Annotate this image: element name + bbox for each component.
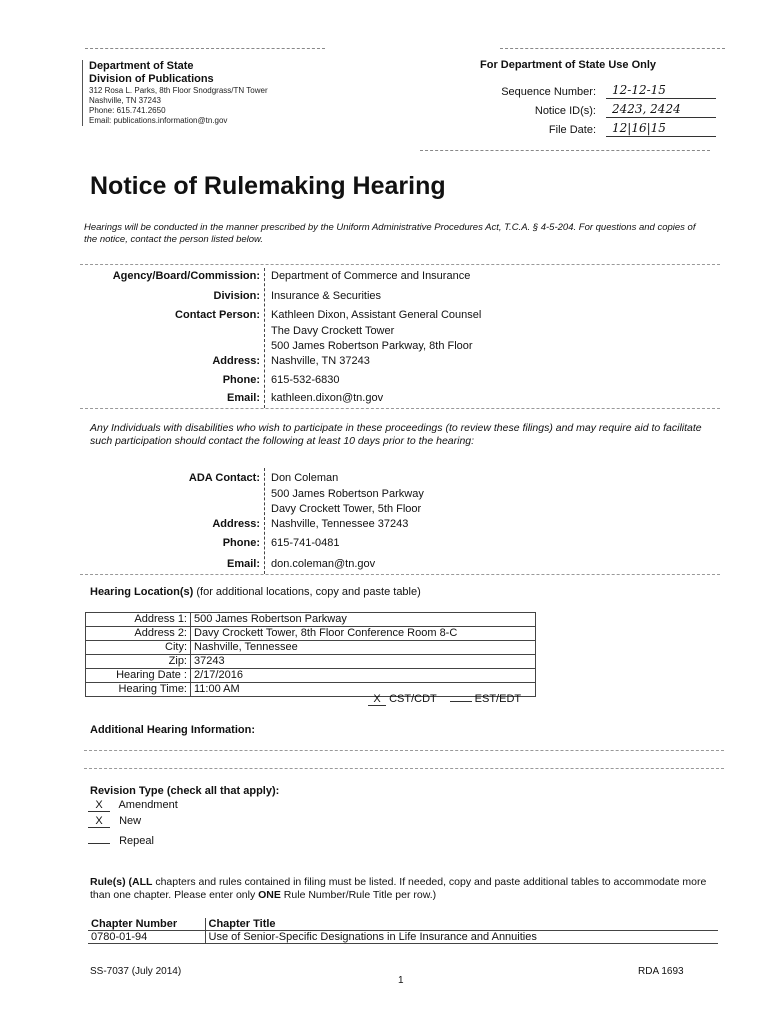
rules-intro-d: ONE [258, 889, 281, 901]
scan-artifact [85, 48, 325, 49]
hearing-address1-value: 500 James Robertson Parkway [191, 613, 536, 627]
rda-number: RDA 1693 [638, 966, 684, 977]
hearing-city-label: City: [86, 641, 191, 655]
email-row [80, 390, 260, 406]
hearing-date-value: 2/17/2016 [191, 669, 536, 683]
ada-address-line2: 500 James Robertson Parkway [271, 488, 424, 500]
scan-artifact [420, 150, 710, 151]
chapter-number-cell: 0780-01-94 [88, 931, 205, 944]
ada-address-line3: Davy Crockett Tower, 5th Floor [271, 503, 422, 515]
file-date-row [476, 121, 726, 140]
ada-phone-value: 615-741-0481 [271, 537, 340, 549]
phone-row [80, 372, 260, 388]
phone-label: Phone: [222, 374, 260, 386]
division-label: Division: [213, 290, 260, 302]
contact-value: Kathleen Dixon, Assistant General Counsel [271, 309, 482, 321]
section-divider [84, 750, 724, 751]
chapter-title-header: Chapter Title [205, 918, 718, 931]
email-label: Email: [226, 392, 260, 404]
table-row [86, 613, 536, 627]
additional-hearing-title: Additional Hearing Information: [90, 724, 255, 736]
revision-amendment [88, 799, 178, 812]
ada-phone-row [80, 535, 260, 551]
repeal-mark [88, 831, 110, 844]
hearing-zip-value: 37243 [191, 655, 536, 669]
hearing-location-heading [90, 586, 421, 598]
agency-label: Agency/Board/Commission: [112, 270, 260, 282]
new-mark: X [88, 815, 110, 828]
scan-artifact [500, 48, 725, 49]
hearing-zip-label: Zip: [86, 655, 191, 669]
hearing-address1-label: Address 1: [86, 613, 191, 627]
agency-row [80, 268, 260, 284]
cst-label: CST/CDT [389, 693, 437, 705]
division-name: Division of Publications [89, 73, 214, 85]
form-number: SS-7037 (July 2014) [90, 966, 182, 977]
department-city: Nashville, TN 37243 [89, 96, 161, 105]
department-email: Email: publications.information@tn.gov [89, 116, 228, 125]
table-row [88, 931, 718, 944]
intro-text: Hearings will be conducted in the manner prescribed by the Uniform Administrative Procedures Act, T.C.A. § 4-5-204. For questions and copies of the notice, contact the person listed below. [84, 222, 696, 245]
address-line2: 500 James Robertson Parkway, 8th Floor [271, 340, 473, 352]
address-label: Address: [212, 355, 260, 367]
page-title: Notice of Rulemaking Hearing [90, 172, 446, 200]
hearing-location-subtitle: (for additional locations, copy and paste table) [196, 586, 421, 598]
hearing-location-table [85, 612, 536, 697]
notice-id-label: Notice ID(s): [534, 105, 596, 117]
contact-row [80, 307, 260, 323]
sequence-number-label: Sequence Number: [501, 86, 596, 98]
revision-new [88, 815, 141, 828]
amendment-mark: X [88, 799, 110, 812]
est-label: EST/EDT [474, 693, 522, 705]
field-divider [264, 268, 265, 408]
department-phone: Phone: 615.741.2650 [89, 106, 166, 115]
ada-address-row [80, 516, 260, 532]
section-divider [80, 408, 720, 409]
address-line3: Nashville, TN 37243 [271, 355, 370, 367]
hearing-location-title: Hearing Location(s) [90, 586, 194, 598]
ada-contact-label: ADA Contact: [188, 472, 260, 484]
state-use-block [476, 59, 726, 140]
department-header [82, 60, 362, 126]
rules-intro-c: chapters and rules contained in filing must be listed. If needed, copy and paste additional tables to accommodate more than one chapter. Please enter only [90, 876, 707, 901]
notice-id-row [476, 102, 726, 121]
rules-table [88, 918, 718, 944]
table-header-row [88, 918, 718, 931]
ada-contact-row [80, 470, 260, 486]
chapter-title-cell: Use of Senior-Specific Designations in Life Insurance and Annuities [205, 931, 718, 944]
new-label: New [119, 815, 142, 827]
table-row [86, 655, 536, 669]
address-row [80, 353, 260, 369]
contact-label: Contact Person: [175, 309, 260, 321]
ada-email-row [80, 556, 260, 572]
rules-intro-a: Rule(s) ( [90, 876, 132, 888]
division-value: Insurance & Securities [271, 290, 382, 302]
timezone-selection [368, 693, 521, 706]
hearing-city-value: Nashville, Tennessee [191, 641, 536, 655]
file-date-label: File Date: [548, 124, 596, 136]
department-address: 312 Rosa L. Parks, 8th Floor Snodgrass/TN Tower [89, 86, 268, 95]
field-divider [264, 468, 265, 574]
ada-address-label: Address: [212, 518, 260, 530]
email-value: kathleen.dixon@tn.gov [271, 392, 384, 404]
address-line1: The Davy Crockett Tower [271, 325, 395, 337]
repeal-label: Repeal [119, 835, 154, 847]
hearing-date-label: Hearing Date : [86, 669, 191, 683]
ada-email-value: don.coleman@tn.gov [271, 558, 376, 570]
rules-intro-b: ALL [132, 876, 153, 888]
rules-instructions [90, 876, 720, 902]
agency-value: Department of Commerce and Insurance [271, 270, 471, 282]
section-divider [80, 574, 720, 575]
ada-contact-value: Don Coleman [271, 472, 339, 484]
hearing-address2-value: Davy Crockett Tower, 8th Floor Conference Room 8-C [191, 627, 536, 641]
ada-note: Any Individuals with disabilities who wish to participate in these proceedings (to review these filings) and may require aid to facilitate such participation should contact the following at least 10 days prior to the hearing: [90, 422, 702, 447]
est-mark [450, 701, 472, 702]
amendment-label: Amendment [118, 799, 178, 811]
page-number: 1 [398, 975, 404, 986]
hearing-time-value: 11:00 AM [191, 683, 536, 697]
table-row [86, 627, 536, 641]
file-date-value: 12|16|15 [606, 121, 716, 137]
table-row [86, 669, 536, 683]
hearing-address2-label: Address 2: [86, 627, 191, 641]
department-name: Department of State [89, 60, 194, 72]
ada-address-line4: Nashville, Tennessee 37243 [271, 518, 409, 530]
section-divider [84, 768, 724, 769]
table-row [86, 641, 536, 655]
section-divider [80, 264, 720, 265]
notice-id-value: 2423, 2424 [606, 102, 716, 118]
sequence-number-value: 12-12-15 [606, 83, 716, 99]
phone-value: 615-532-6830 [271, 374, 340, 386]
division-row [80, 288, 260, 304]
ada-phone-label: Phone: [222, 537, 260, 549]
rules-intro-e: Rule Number/Rule Title per row.) [280, 889, 437, 901]
chapter-number-header: Chapter Number [88, 918, 205, 931]
revision-repeal [88, 831, 154, 847]
state-use-title: For Department of State Use Only [480, 59, 657, 71]
cst-mark: X [368, 693, 386, 706]
ada-email-label: Email: [226, 558, 260, 570]
revision-type-title: Revision Type (check all that apply): [90, 785, 280, 797]
hearing-time-label: Hearing Time: [86, 683, 191, 697]
sequence-number-row [476, 83, 726, 102]
